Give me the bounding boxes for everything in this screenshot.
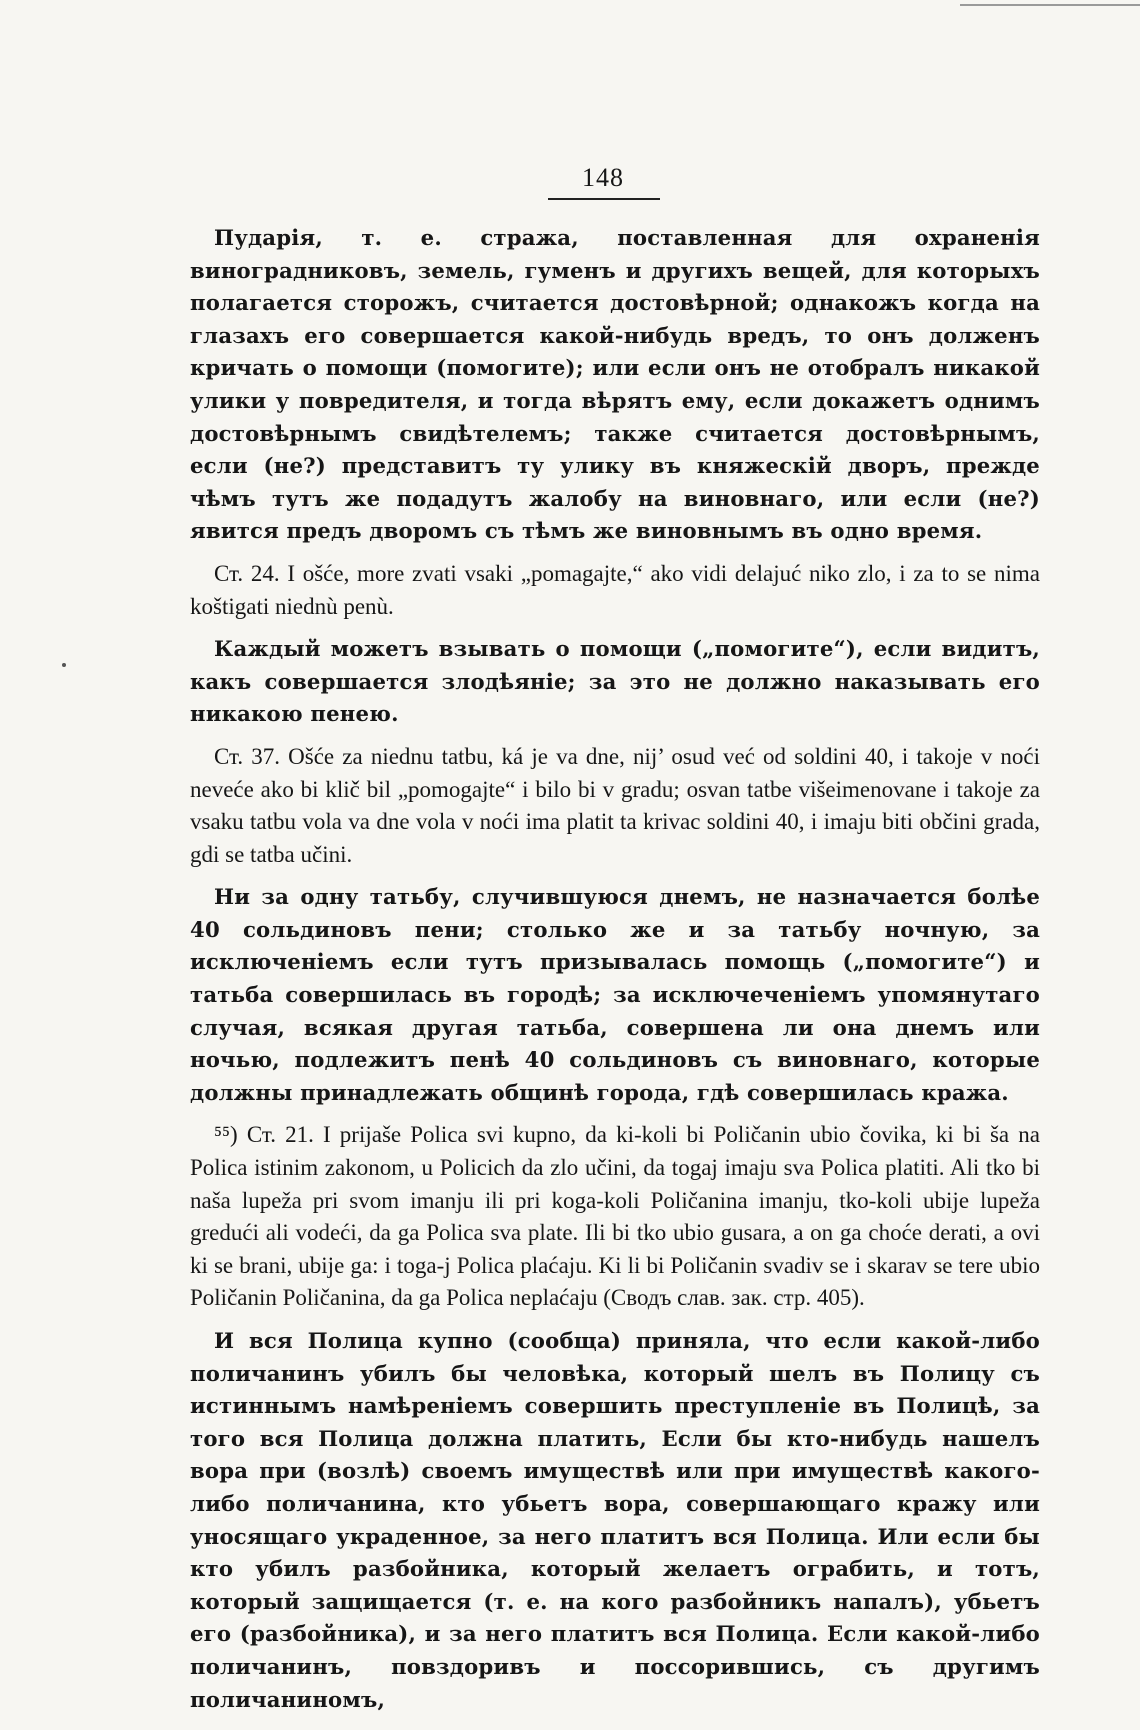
paragraph-article-24-croatian: Ст. 24. I ošće, more zvati vsaki „pomagajte,“ ako vidi delajuć niko zlo, i za to se nima koštigati niednù penù. bbox=[190, 560, 1040, 619]
margin-dot-mark bbox=[62, 663, 66, 667]
paragraph-article-37-russian: Ни за одну татьбу, случившуюся днемъ, не назначается болѣе 40 сольдиновъ пени; столько же и за татьбу ночную, за исключеніемъ если тутъ призывалась помощь („помогите“) и татьба совершилась въ городѣ; за исключеченіемъ упомянутаго случая, всякая другая татьба, совершена ли она днемъ или ночью, подлежитъ пенѣ 40 сольдиновъ съ виновнаго, которые должны принадлежать общинѣ города, гдѣ совершилась кража. bbox=[190, 884, 1040, 1105]
scan-edge-rule bbox=[960, 4, 1140, 6]
page-number: 148 bbox=[582, 163, 624, 192]
paragraph-footnote-55-croatian: ⁵⁵) Ст. 21. I prijaše Polica svi kupno, da ki-koli bi Poličanin ubio čovika, ki bi ša na Polica istinim zakonom, u Policich da zlo učini, da togaj imaju sva Polica platiti. Ali tko bi naša lupeža pri svom imanju ili pri koga-koli Poličanina imanju, tko-koli ubije lupeža gredući ali vodeći, da ga Polica sva plate. Ili bi tko ubio gusara, a on ga choće derati, a ovi ki se brani, ubije ga: i toga-j Polica plaćaju. Ki li bi Poličanin svadiv se i skarav se tere ubio Poličanin Poličanina, da ga Polica neplaćaju (Сводъ слав. зак. стр. 405). bbox=[190, 1122, 1040, 1311]
paragraph-pudaria-russian: Пударія, т. е. стража, поставленная для охраненія виноградниковъ, земель, гуменъ и другихъ вещей, для которыхъ полагается сторожъ, считается достовѣрной; однакожъ когда на глазахъ его совершается какой-нибудь вредъ, то онъ долженъ кричать о помощи (помогите); или если онъ не отобралъ никакой улики у повредителя, и тогда вѣрятъ ему, если докажетъ однимъ достовѣрнымъ свидѣтелемъ; также считается достовѣрнымъ, если (не?) представитъ ту улику въ княжескій дворъ, прежде чѣмъ тутъ же подадутъ жалобу на виновнаго, или если (не?) явится предъ дворомъ съ тѣмъ же виновнымъ въ одно время. bbox=[190, 225, 1040, 544]
paragraph-article-24-russian: Каждый можетъ взывать о помощи („помогите“), если видитъ, какъ совершается злодѣяніе; за это не должно наказывать его никакою пенею. bbox=[190, 636, 1040, 727]
paragraph-footnote-55-russian: И вся Полица купно (сообща) приняла, что если какой-либо поличанинъ убилъ бы человѣка, который шелъ въ Полицу съ истиннымъ намѣреніемъ совершить преступленіе въ Полицѣ, за того вся Полица должна платить, Если бы кто-нибудь нашелъ вора при (возлѣ) своемъ имуществѣ или при имуществѣ какого-либо поличанина, кто убьетъ вора, совершающаго кражу или уносящаго украденное, за него платитъ вся Полица. Или если бы кто убилъ разбойника, который желаетъ ограбить, и тотъ, который защищается (т. е. на кого разбойникъ напалъ), убьетъ его (разбойника), и за него платитъ вся Полица. Если какой-либо поличанинъ, повздоривъ и поссорившись, съ другимъ поличаниномъ, bbox=[190, 1328, 1040, 1712]
paragraph-article-37-croatian: Ст. 37. Ošće za niednu tatbu, ká je va dne, nij’ osud već od soldini 40, i takoje v noći neveće ako bi klič bil „pomogajte“ i bilo bi v gradu; osvan tatbe višeimenovane i takoje za vsaku tatbu vola va dne vola v noći ima platit ta krivac soldini 40, i imaju biti občini grada, gdi se tatba učini. bbox=[190, 743, 1040, 867]
page-body bbox=[190, 222, 1040, 1730]
page-number-underline bbox=[548, 198, 660, 200]
